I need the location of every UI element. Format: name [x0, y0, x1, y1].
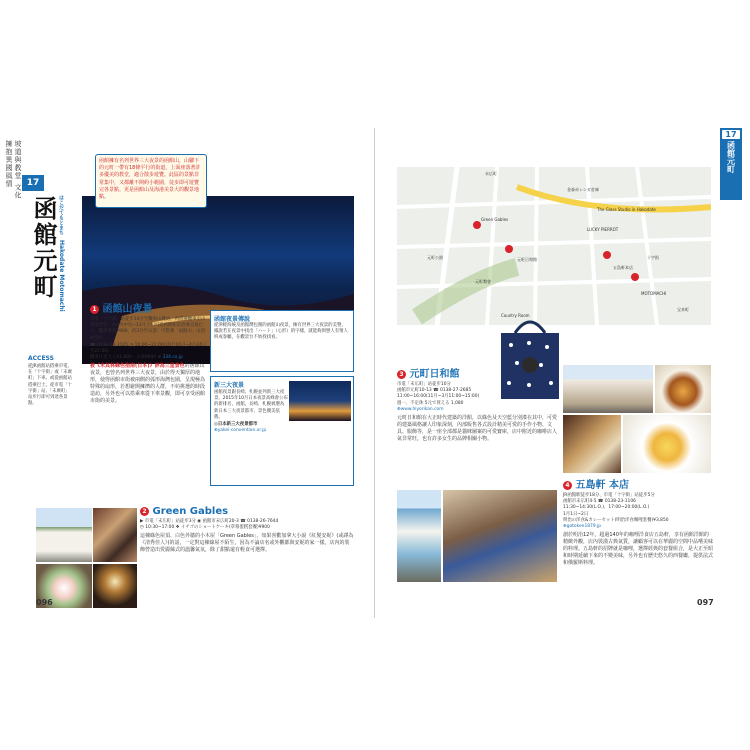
- spot3-address: 函館市元町10-13: [397, 388, 432, 394]
- spot2-name: Green Gables: [152, 506, 229, 517]
- intro-callout: 函館擁有名列世界三大夜景的函館山，山腳下的元町一帶有18條平行的街道，上面座落著許多優美的教堂，適合散步遊覽。此區的景點非常集中，又都離不開約小範圍，徒步即可遊覽完各景點。更是函館山及海港美景大的觀景地點。: [95, 154, 207, 208]
- spot2-info: 市電「末広町」站徒步3分: [144, 519, 196, 524]
- area-map[interactable]: [397, 167, 711, 325]
- phone-icon: ☎: [433, 388, 439, 394]
- spot4-closed: 1月1日~2日: [563, 511, 589, 517]
- newview-url[interactable]: [214, 428, 350, 434]
- phone-icon: ☎: [597, 499, 604, 505]
- spot2: [140, 506, 354, 554]
- spot2-phone: 0138-26-7644: [247, 519, 279, 524]
- spot4-url[interactable]: [563, 524, 713, 530]
- access-box: [28, 355, 72, 407]
- page-number-left: 096: [36, 598, 53, 607]
- spot1-title: [90, 300, 208, 315]
- spot4-menu: 明治の洋食&カレーセット(明治洋食咖哩套餐)¥3,850: [563, 517, 669, 523]
- side-subtitle-1: 擁抱異國風情: [5, 140, 13, 188]
- spot2-hours-row: [140, 525, 354, 531]
- spot3-closed: 週一、不定休: [397, 400, 424, 406]
- globe-icon: ⊕: [157, 355, 162, 361]
- spot4-title: [563, 476, 713, 491]
- map-label-jujigai: 十字街: [647, 255, 659, 260]
- spot1-name: 函館山夜景: [102, 304, 153, 315]
- spot1-url[interactable]: 334.co.jp: [162, 355, 183, 361]
- globe-icon: ⊕: [214, 428, 218, 434]
- gotoken-building-photo: [563, 365, 653, 413]
- spot4-url-text: gotoken1879.jp: [566, 524, 602, 530]
- spot3-info: 市電「末広町」站徒步10分: [397, 382, 451, 387]
- map-label-motomachi-cafe: MOTOMACHI: [641, 291, 667, 296]
- phone-icon: ☎: [90, 342, 96, 348]
- newview-photo: [289, 381, 351, 421]
- page-number-right: 097: [697, 598, 714, 607]
- right-tab-title: 函館元町: [726, 141, 736, 173]
- spot4-phone: 0138-23-1106: [604, 499, 636, 505]
- spot4-name: 五島軒 本店: [575, 480, 629, 491]
- spot1: [90, 300, 208, 405]
- spot3-url[interactable]: [397, 407, 557, 413]
- spot1-phone: 0138-23-3105: [96, 342, 128, 348]
- newview-box: [210, 376, 354, 486]
- gotoken-curry-photo: [655, 365, 711, 413]
- globe-icon: ⊕: [397, 406, 401, 412]
- map-label-gotoken: 五島軒本店: [613, 265, 633, 270]
- spot3-desc: 元町日和館在大正時代建築的洋館，以綠色及天空藍分別漆在其中，可愛的建築風格讓人印象深刻，內部販售各式設計精美可愛的手作小物、文具、服飾等，是一座全部都是貓咪圖案的可愛寶庫，店中附近的咖啡店人氣非常旺，也有許多女生的品牌相關小物。: [397, 415, 558, 443]
- spot2-desc: 這棟綠色屋頂、白色外牆的小木屋「Green Gables」，如果喜歡加拿大小說《紅髮安妮》(或譯為《清秀佳人》)的話，一定對這棟綠屋不陌生，因為不論店名或外觀都與安妮的家一樣。店內的裝飾營造出愛麗絲式的溫馨氣氛，除了甜點還有輕食可選擇。: [140, 533, 354, 554]
- newview-text: 函館夜景跟長崎、札幌並列新三大夜景。2015年10月日本夜景高峰會公布的新排名，函館、長崎、札幌被選為新日本三大夜景都市，景色優美依舊。: [214, 390, 288, 420]
- section-tab: 17: [22, 175, 44, 191]
- hiyorikan-interior-photo: [443, 490, 557, 582]
- spot3-url-text: www.hiyorikan.com: [400, 406, 444, 412]
- map-label-country-room: Country Room: [501, 313, 530, 318]
- phone-icon: ☎: [240, 519, 246, 524]
- spot4-info: JR函館駅徒步18分、市電「十字街」站徒步5分: [563, 493, 655, 498]
- legend-box: [210, 310, 354, 372]
- spot1-number: 1: [90, 305, 99, 314]
- title-furigana: はこだてもとまち: [58, 195, 64, 235]
- spot2-address: 函館市末広町20-3: [202, 519, 239, 524]
- map-label-horaicho: 宝来町: [677, 307, 689, 312]
- clock-icon: ◷: [140, 525, 144, 531]
- spot1-extra: [90, 355, 208, 361]
- green-gables-lamp-photo: [93, 564, 137, 608]
- legend-text: 從津軽海峽及函館灣包圍的函館山夜景，擁有世界三大夜景的美譽，據說若在夜景中找出「ハート」（心形）的字樣，就能夠與戀人有情人終成眷屬，在觀景台不妨找找看。: [214, 323, 348, 341]
- map-roads: [397, 167, 711, 325]
- hiyorikan-exterior-photo: [397, 490, 441, 582]
- globe-icon: ⊕: [563, 524, 567, 530]
- green-gables-shelf-photo: [93, 508, 137, 562]
- left-page: [0, 128, 375, 618]
- spot3-title: [397, 365, 557, 380]
- gotoken-omurice-photo: [623, 415, 711, 473]
- menu-icon: ❖: [175, 525, 180, 531]
- access-text: 從JR函館站搭乘市電，在「十字街」或「末廣町」下車。或從函館站搭乘巴士。從市電「十字街」站、「末廣町」站步行即可到達各景點。: [28, 364, 72, 407]
- spot3-number: 3: [397, 370, 406, 379]
- legend-title: 函館夜景傳說: [214, 316, 251, 323]
- spot1-desc: [90, 363, 208, 405]
- side-subtitle-2: 坡道與教堂 文化: [14, 140, 22, 200]
- spot3-hours: 11:00~16:00(11月~3月11:00~15:00): [397, 394, 480, 400]
- spot4-desc: 創於明治12年，超過140年的咖哩洋食店五島軒，享有函館洋館的精緻外觀，店內裝潢古典氣質，讓顧客可以在華麗的空間中品嚐美味的料理。五島軒的招牌就是咖哩，選擇經典的套餐組合，是大正至昭和時期延續下來的不變美味，另外也有歷史悠久的西餐廳，提供法式和俄羅斯料理。: [563, 532, 714, 567]
- map-label-motomachi-church: 元町教會: [475, 279, 491, 284]
- map-label-motomachi-park: 元町公園: [427, 255, 443, 260]
- access-title: ACCESS: [28, 355, 54, 362]
- map-label-red-brick: 金森赤レンガ倉庫: [567, 187, 599, 192]
- spot2-number: 2: [140, 507, 149, 516]
- tram-icon: ▶: [140, 519, 144, 524]
- spot3-extra: 5元で買える 1,080: [424, 400, 464, 406]
- spot1-contact: [90, 343, 208, 355]
- spot4-address: 函館市末広町4-5: [563, 499, 597, 505]
- right-side-tab: [720, 128, 742, 200]
- spot3: [397, 365, 557, 443]
- gotoken-dining-photo: [563, 415, 621, 473]
- map-label-lucky: LUCKY PIERROT: [587, 227, 619, 232]
- clock-icon: ◷: [129, 342, 134, 348]
- green-gables-exterior-photo: [36, 508, 92, 562]
- page-title: 函館元町: [29, 196, 57, 300]
- right-tab-number: 17: [722, 130, 740, 139]
- spot2-menu: イチゴのショートケーキ(草莓蛋糕套餐)¥900: [181, 525, 270, 531]
- newview-link-text: 日本新三大夜景都市: [217, 422, 258, 428]
- map-label-hiyorikan: 元町日和館: [517, 257, 537, 262]
- spot4: [563, 476, 713, 567]
- map-pin-icon: ◉: [197, 519, 202, 524]
- spot1-extra-text: 纜車往返大人¥1,800・小孩¥900: [90, 355, 157, 361]
- spot2-title: [140, 506, 354, 517]
- spot2-hours: 10:30~17:00: [145, 525, 175, 531]
- spot4-hours: 11:30~14:30(L.O.)、17:00~20:00(L.O.): [563, 505, 650, 511]
- map-label-green-gables: Green Gables: [481, 217, 509, 222]
- spot1-info: 市電「十字街」站徒步10分至纜車山麓站，再搭乘纜車至山頂展望台；約4月中旬~11月上旬可從函館駅前搭乘直通巴士；纜車單程¥900，約3分至山頂；可搭乘「函館山」山頂展望台: [90, 317, 206, 341]
- newview-url-text: yakei-convention.or.jp: [217, 428, 267, 434]
- spot4-number: 4: [563, 481, 572, 490]
- map-label-glass: The Glass Studio in Hakodate: [597, 207, 656, 212]
- spot1-desc-text: 的函館山夜景，也曾名列世界三大夜景，由於得天獨厚的地形，使得函館市街被兩側的弧形海灣包圍，呈現極為特殊的扇形，若想避開擁擠的人群，不妨挑選的時段造訪，另外也可以搭乘車從下車景觀，即可享受函館市街的美景。: [90, 363, 206, 405]
- bullet-icon: ◎: [214, 422, 218, 428]
- map-label-motomachi: 末広町: [485, 171, 497, 176]
- spot1-desc-highlight: 被《米其林綠色指南(日本)》評為三星景色: [90, 363, 185, 370]
- title-romaji: Hakodate Motomachi: [58, 240, 65, 312]
- newview-title: 新三大夜景: [214, 382, 245, 389]
- spot3-name: 元町日和館: [409, 369, 460, 380]
- spot1-hours: 10:00~22:00(10月16日~4月24日至21:00): [90, 342, 207, 355]
- right-page: [375, 128, 750, 618]
- spot3-phone: 0138-27-2685: [440, 388, 472, 394]
